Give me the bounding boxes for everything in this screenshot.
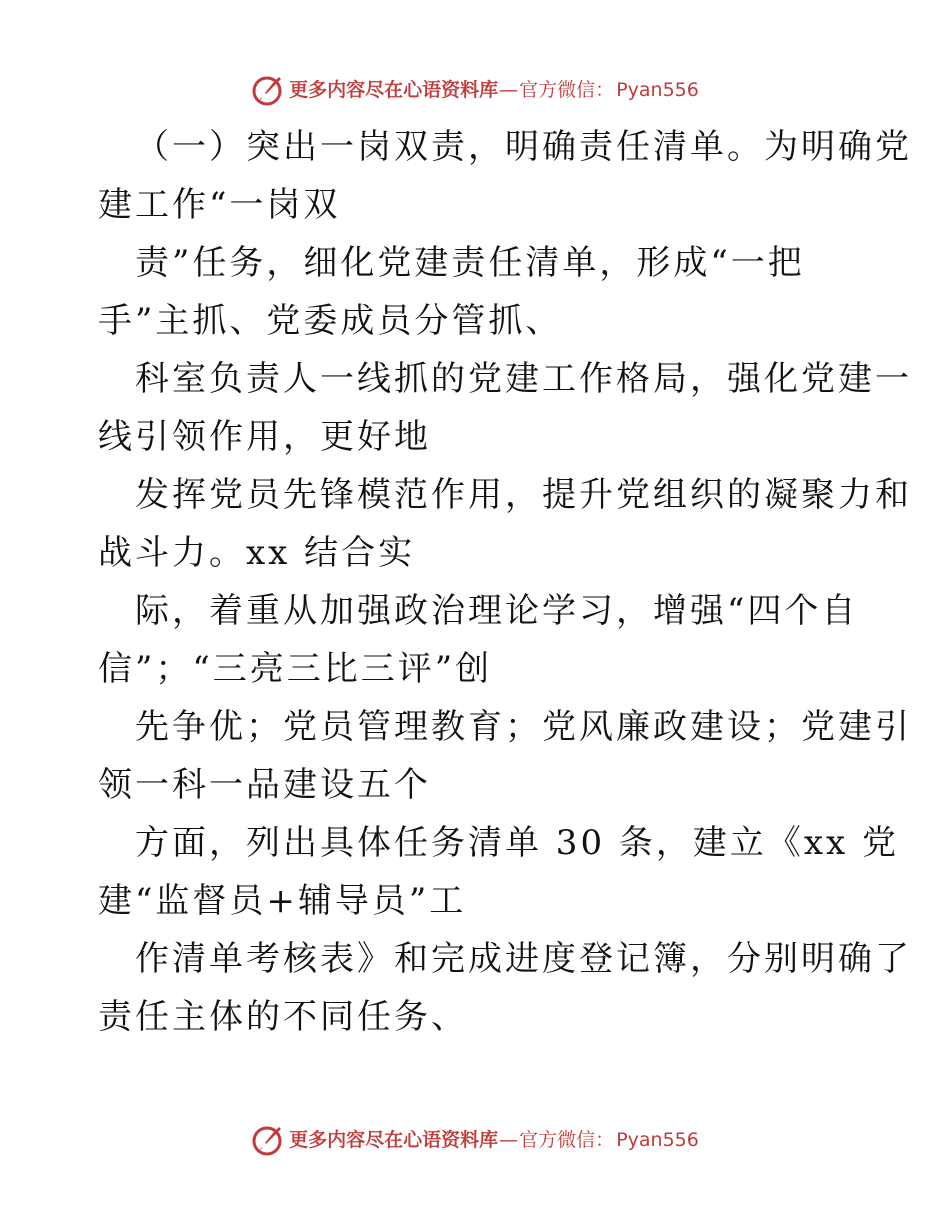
header-watermark [0, 70, 950, 110]
document-body [0, 118, 950, 1046]
text-line: 建工作“一岗双 [98, 185, 341, 225]
watermark-dash: — [499, 78, 519, 101]
text-line: 责任主体的不同任务、 [98, 997, 468, 1037]
watermark-wechat-id: Pyan556 [616, 78, 699, 101]
text-line: （一）突出一岗双责，明确责任清单。为明确党 [135, 127, 912, 167]
text-line: 线引领作用，更好地 [98, 417, 431, 457]
watermark-wechat-id: Pyan556 [616, 1128, 699, 1151]
text-line: 信”；“三亮三比三评”创 [98, 649, 493, 689]
text-line: 先争优；党员管理教育；党风廉政建设；党建引 [135, 707, 912, 747]
text-line: 建“监督员+辅导员”工 [98, 881, 467, 921]
text-line: 手”主抓、党委成员分管抓、 [98, 301, 563, 341]
pen-logo-icon [251, 73, 285, 107]
watermark-wechat-label: 官方微信： [519, 1128, 615, 1151]
watermark-wechat-label: 官方微信： [519, 78, 615, 101]
text-line: 战斗力。xx 结合实 [98, 533, 416, 573]
text-line: 作清单考核表》和完成进度登记簿，分别明确了 [135, 939, 912, 979]
text-line: 责”任务，细化党建责任清单，形成“一把 [135, 243, 805, 283]
pen-logo-icon [251, 1123, 285, 1157]
text-line: 领一科一品建设五个 [98, 765, 431, 805]
watermark-title: 更多内容尽在心语资料库 [289, 1128, 499, 1151]
footer-watermark [0, 1120, 950, 1160]
watermark-dash: — [499, 1128, 519, 1151]
text-line: 科室负责人一线抓的党建工作格局，强化党建一 [135, 359, 912, 399]
text-line: 发挥党员先锋模范作用，提升党组织的凝聚力和 [135, 475, 912, 515]
text-line: 方面，列出具体任务清单 30 条，建立《xx 党 [135, 823, 900, 863]
watermark-title: 更多内容尽在心语资料库 [289, 78, 499, 101]
text-line: 际，着重从加强政治理论学习，增强“四个自 [135, 591, 859, 631]
